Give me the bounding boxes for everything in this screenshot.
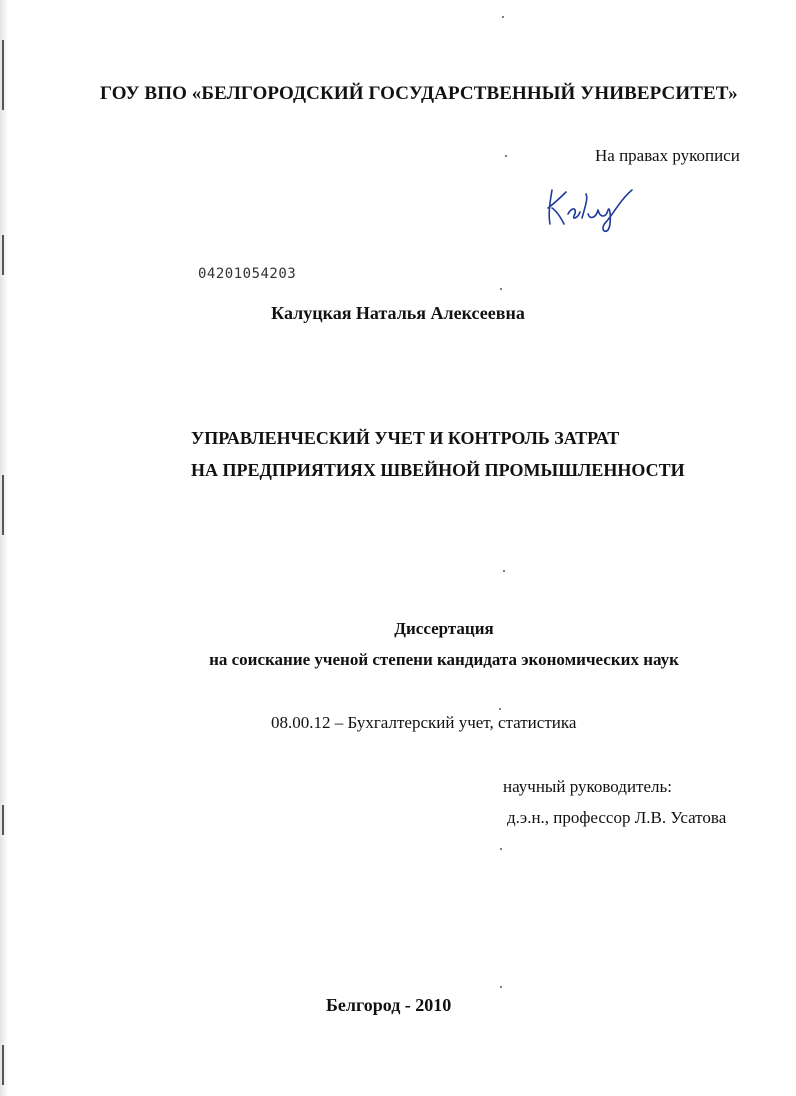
scanned-page-edge <box>0 0 8 1096</box>
scan-speck <box>500 986 502 988</box>
scan-speck <box>500 288 502 290</box>
handwritten-signature <box>540 184 640 234</box>
scan-speck <box>505 155 507 157</box>
supervisor-label: научный руководитель: <box>503 777 672 796</box>
scan-speck <box>503 570 505 572</box>
dissertation-title-line-1: УПРАВЛЕНЧЕСКИЙ УЧЕТ И КОНТРОЛЬ ЗАТРАТ <box>191 428 620 448</box>
work-type: Диссертация <box>394 619 494 638</box>
supervisor-name: д.э.н., профессор Л.В. Усатова <box>507 808 727 827</box>
degree-statement: на соискание ученой степени кандидата экономических наук <box>209 650 679 669</box>
author-name: Калуцкая Наталья Алексеевна <box>271 303 525 323</box>
manuscript-rights-note: На правах рукописи <box>595 146 740 165</box>
specialty: 08.00.12 – Бухгалтерский учет, статистика <box>271 713 577 732</box>
registration-code: 04201054203 <box>198 266 297 282</box>
scan-speck <box>499 708 501 710</box>
scan-speck <box>502 16 504 18</box>
university-name: ГОУ ВПО «БЕЛГОРОДСКИЙ ГОСУДАРСТВЕННЫЙ УНИВЕРСИТЕТ» <box>100 83 738 104</box>
city-year: Белгород - 2010 <box>326 995 452 1015</box>
dissertation-title-line-2: НА ПРЕДПРИЯТИЯХ ШВЕЙНОЙ ПРОМЫШЛЕННОСТИ <box>191 460 685 480</box>
scan-speck <box>500 848 502 850</box>
